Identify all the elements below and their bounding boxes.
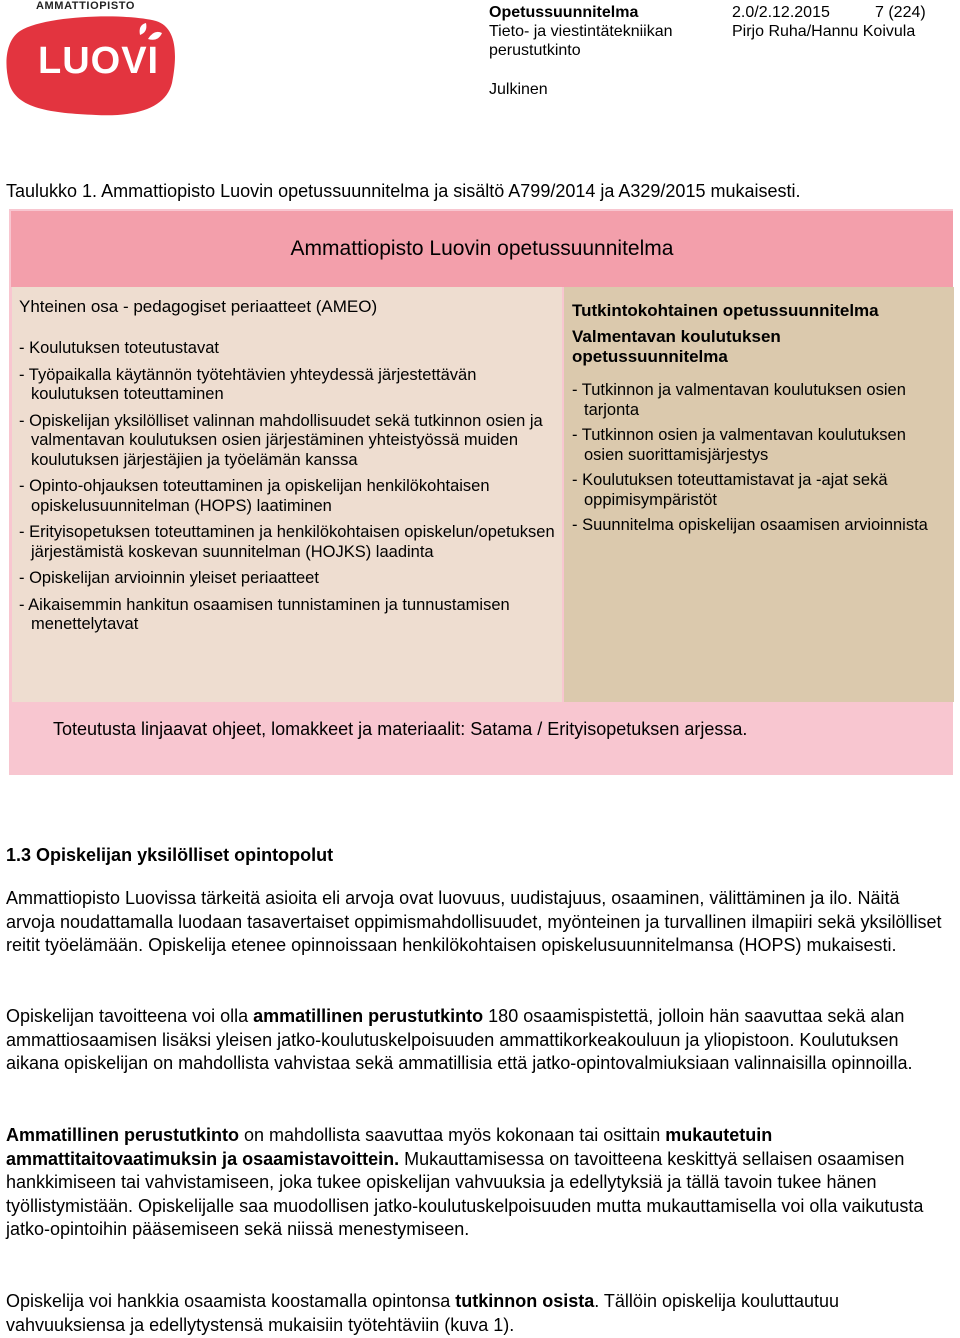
text-run: Mukauttamisessa on tavoitteena keskittyä sellaisen osaamisen hankkimiseen tai vahvistamiseen, joka tukee opiskelijan vahvuuksia ja edellytyksiä ja tällä tavoin tukee hänen työllistymistään. Opiskelijalle saa muodollisen jatko-koulutuskelpoisuuden mutta mukauttamisella voi olla vaikutusta jatko-opintoihin pääsemiseen sekä niissä menestymiseen. — [6, 1148, 924, 1240]
table-caption: Taulukko 1. Ammattiopisto Luovin opetussuunnitelma ja sisältö A799/2014 ja A329/2015 mukaisesti. — [6, 181, 801, 201]
degree-specific-item: - Tutkinnon ja valmentavan koulutuksen osien tarjonta — [572, 381, 906, 419]
text-run: on mahdollista saavuttaa myös kokonaan tai osittain — [239, 1125, 666, 1145]
bold-text-run: tutkinnon osista — [455, 1291, 595, 1311]
logo-brand-text: AMMATTIOPISTO — [36, 0, 136, 12]
table-footer-note: Toteutusta linjaavat ohjeet, lomakkeet ja materiaalit: Satama / Erityisopetuksen arjessa. — [53, 719, 748, 739]
common-part-item: - Opinto-ohjauksen toteuttaminen ja opiskelijan henkilökohtaisen opiskelusuunnitelman (HOPS) laatiminen — [19, 477, 490, 515]
preparatory-curriculum-title: Valmentavan koulutuksen opetussuunnitelma — [572, 327, 781, 366]
degree-specific-column — [564, 287, 954, 702]
text-run: . Tällöin opiskelija kouluttautuu vahvuuksiensa ja edellytystensä mukaisiin työtehtäviin (kuva 1). — [6, 1291, 840, 1335]
paragraph-values: Ammattiopisto Luovissa tärkeitä asioita eli arvoja ovat luovuus, uudistajuus, osaaminen, välittäminen ja ilo. Näitä arvoja noudattamalla luodaan tasavertaiset oppimismahdollisuudet, myönteinen ja turvallinen ilmapiiri sekä yksilölliset reitit työelämään. Opiskelija etenee opinnoissaan henkilökohtaisen opiskelusuunnitelmansa (HOPS) mukaisesti. — [6, 888, 942, 956]
curriculum-table — [9, 209, 953, 775]
header-classification: Julkinen — [489, 81, 548, 98]
header-page-number: 7 (224) — [875, 4, 926, 21]
common-part-title: Yhteinen osa - pedagogiset periaatteet (AMEO) — [19, 297, 378, 316]
paragraph-modules — [6, 1290, 946, 1337]
common-part-item: - Opiskelijan arvioinnin yleiset periaatteet — [19, 569, 319, 587]
paragraph-goal — [6, 1005, 946, 1076]
paragraph-adapted — [6, 1124, 946, 1242]
text-run: Opiskelija voi hankkia osaamista koostamalla opintonsa — [6, 1291, 456, 1311]
common-part-item: - Opiskelijan yksilölliset valinnan mahdollisuudet sekä tutkinnon osien ja valmentavan koulutuksen osien järjestäminen yhteistyössä muiden koulutuksen järjestäjien ja työelämän kanssa — [19, 411, 543, 469]
text-run: Opiskelijan tavoitteena voi olla — [6, 1006, 254, 1026]
header-authors: Pirjo Ruha/Hannu Koivula — [732, 23, 916, 40]
common-part-item: - Koulutuksen toteutustavat — [19, 339, 219, 357]
text-run: 180 osaamispistettä, jolloin hän saavuttaa sekä alan ammattiosaamisen lisäksi yleisen jatko-koulutuskelpoisuuden ammattikorkeakouluun ja yliopistoon. Koulutuksen aikana opiskelijan on mahdollista vahvistaa sekä ammatillisia että jatko-opintovalmiuksiaan valinnaisilla opinnoilla. — [6, 1006, 913, 1074]
common-part-item: - Aikaisemmin hankitun osaamisen tunnistaminen ja tunnustamisen menettelytavat — [19, 595, 510, 633]
header-version: 2.0/2.12.2015 — [732, 4, 830, 21]
luovi-logo — [6, 0, 181, 120]
degree-specific-item: - Tutkinnon osien ja valmentavan koulutuksen osien suorittamisjärjestys — [572, 426, 906, 464]
table-title: Ammattiopisto Luovin opetussuunnitelma — [11, 211, 953, 287]
bold-text-run: ammatillinen perustutkinto — [253, 1006, 484, 1026]
section-heading: 1.3 Opiskelijan yksilölliset opintopolut — [6, 845, 334, 865]
bold-text-run: mukautetuin ammattitaitovaatimuksin ja osaamistavoittein. — [6, 1125, 773, 1169]
header-title: Opetussuunnitelma — [489, 4, 639, 21]
degree-specific-item: - Koulutuksen toteuttamistavat ja -ajat sekä oppimisympäristöt — [572, 471, 888, 509]
common-part-item: - Työpaikalla käytännön työtehtävien yhteydessä järjestettävän koulutuksen toteuttaminen — [19, 365, 477, 403]
degree-specific-title: Tutkintokohtainen opetussuunnitelma — [572, 301, 879, 320]
header-subtitle: Tieto- ja viestintätekniikan perustutkinto — [489, 23, 673, 59]
logo-wordmark: LUOVI — [38, 40, 160, 82]
degree-specific-item: - Suunnitelma opiskelijan osaamisen arvioinnista — [572, 516, 928, 534]
common-part-item: - Erityisopetuksen toteuttaminen ja henkilökohtaisen opiskelun/opetuksen järjestämistä koskevan suunnitelman (HOJKS) laadinta — [19, 523, 555, 561]
common-part-column — [12, 287, 562, 702]
bold-text-run: Ammatillinen perustutkinto — [6, 1125, 240, 1145]
